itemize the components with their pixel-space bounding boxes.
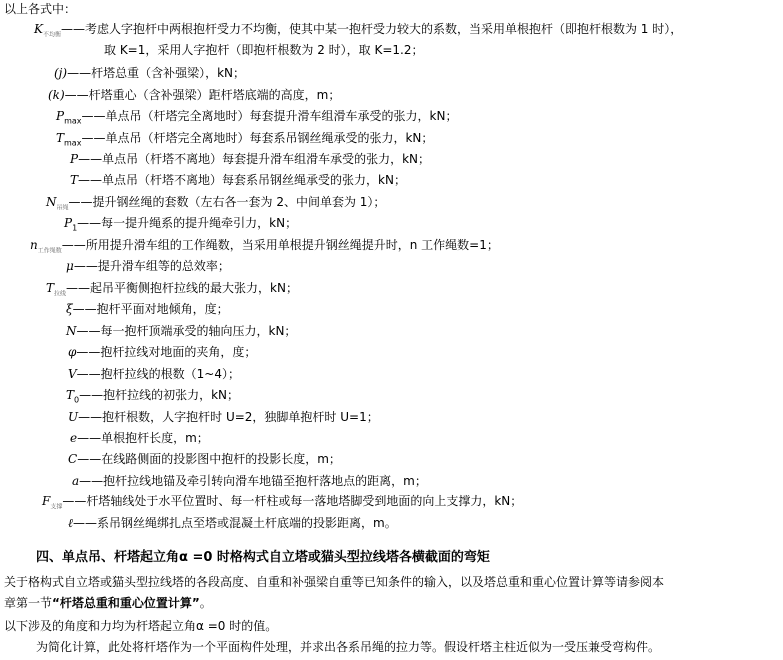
variable-symbol: P [64, 216, 73, 230]
section-heading: 四、单点吊、杆塔起立角α =0 时格构式自立塔或猫头型拉线塔各横截面的弯矩 [36, 550, 490, 565]
paragraph-line: 以下涉及的角度和力均为杆塔起立角α =0 时的值。 [4, 619, 278, 633]
variable-subscript: max [64, 116, 82, 126]
variable-symbol: φ [68, 345, 77, 359]
variable-subscript: 支撑 [50, 503, 63, 511]
definition-row [70, 150, 430, 168]
definition-row [68, 408, 379, 426]
variable-symbol: (k) [48, 88, 65, 102]
variable-subscript: 0 [74, 395, 80, 405]
definition-row [66, 386, 239, 409]
definition-row [104, 41, 423, 59]
paragraph-line: 为简化计算，此处将杆塔作为一个平面构件处理，并求出各系吊绳的拉力等。假设杆塔主柱近似为一受压兼受弯构件。 [36, 640, 661, 654]
definition-text: ——抱杆拉线的根数（1~4）； [76, 367, 240, 381]
definition-text: ——起吊平衡侧抱杆拉线的最大张力，kN； [66, 281, 298, 295]
variable-symbol: ξ [66, 302, 73, 316]
variable-subscript: 拉线 [54, 290, 67, 298]
section-reference: “杆塔总重和重心位置计算” [52, 596, 200, 610]
variable-symbol: T [66, 388, 75, 402]
definition-text: ——单根抱杆长度，m； [77, 431, 209, 445]
variable-symbol: K [34, 22, 43, 36]
variable-subscript: 工作绳数 [37, 247, 62, 255]
definition-text: ——杆塔轴线处于水平位置时、每一杆柱或每一落地塔脚受到地面的向上支撑力，kN； [62, 494, 523, 508]
variable-symbol: N [46, 195, 57, 209]
definition-text: ——杆塔总重（含补强梁），kN； [67, 66, 246, 80]
definition-text: ——抱杆拉线对地面的夹角，度； [76, 345, 257, 359]
definition-text: ——所用提升滑车组的工作绳数，当采用单根提升钢丝绳提升时，n 工作绳数=1； [61, 238, 499, 252]
definition-row [56, 107, 457, 130]
definition-text: ——提升滑车组等的总效率； [73, 259, 230, 273]
definition-row [68, 450, 341, 468]
definition-row [42, 492, 522, 516]
variable-symbol: P [70, 152, 79, 166]
variable-symbol: U [68, 410, 79, 424]
intro-text: 以上各式中： [4, 2, 77, 16]
definition-text: ——每一抱杆顶端承受的轴向压力，kN； [76, 324, 297, 338]
variable-symbol: e [70, 431, 78, 445]
definition-row [70, 429, 209, 447]
definition-row [70, 171, 406, 189]
variable-symbol: (j) [54, 66, 68, 80]
definition-row [66, 300, 229, 318]
variable-symbol: P [56, 109, 65, 123]
definition-text: ——系吊钢丝绳绑扎点至塔或混凝土杆底端的投影距离，m。 [73, 516, 397, 530]
paragraph-line: 关于格构式自立塔或猫头型拉线塔的各段高度、自重和补强梁自重等已知条件的输入，以及塔总重和重心位置计算等请参阅本 [4, 575, 665, 589]
variable-subscript: 1 [72, 223, 78, 233]
definition-text: 取 K=1，采用人字抱杆（即抱杆根数为 2 时），取 K=1.2； [104, 43, 424, 57]
definition-text: ——单点吊（杆塔不离地）每套系吊钢丝绳承受的张力，kN； [78, 173, 406, 187]
definition-text: ——抱杆拉线地锚及牵引转向滑车地锚至抱杆落地点的距离，m； [79, 474, 427, 488]
variable-symbol: T [56, 131, 65, 145]
variable-symbol: T [46, 281, 55, 295]
definition-row [68, 365, 240, 383]
definition-text: ——杆塔重心（含补强梁）距杆塔底端的高度，m； [64, 88, 341, 102]
definition-text: ——提升钢丝绳的套数（左右各一套为 2、中间单套为 1）； [68, 195, 386, 209]
definition-row [72, 472, 427, 490]
variable-symbol: n [30, 238, 38, 252]
definition-text: ——抱杆根数，人字抱杆时 U=2，独脚单抱杆时 U=1； [78, 410, 379, 424]
paragraph-line [4, 594, 212, 612]
definition-row [64, 214, 297, 237]
definition-row [48, 86, 340, 104]
definition-row [54, 64, 245, 82]
definition-text: ——单点吊（杆塔完全离地时）每套系吊钢丝绳承受的张力，kN； [81, 131, 434, 145]
definition-text: ——抱杆平面对地倾角，度； [72, 302, 229, 316]
variable-subscript: 吊绳 [56, 204, 69, 212]
definition-text: ——在线路侧面的投影图中抱杆的投影长度，m； [77, 452, 341, 466]
paragraph-text: 。 [199, 596, 212, 610]
definition-text: ——单点吊（杆塔完全离地时）每套提升滑车组滑车承受的张力，kN； [81, 109, 458, 123]
definition-text: ——每一提升绳系的提升绳牵引力，kN； [77, 216, 298, 230]
paragraph-text: 章第一节 [4, 596, 53, 610]
definition-row [68, 514, 397, 532]
variable-subscript: 不均衡 [42, 31, 61, 39]
definition-row [68, 343, 256, 361]
definition-text: ——抱杆拉线的初张力，kN； [79, 388, 240, 402]
variable-symbol: V [68, 367, 77, 381]
variable-symbol: μ [66, 259, 74, 273]
variable-symbol: T [70, 173, 79, 187]
variable-symbol: N [66, 324, 77, 338]
definition-row [66, 322, 296, 340]
definition-text: ——考虑人字抱杆中两根抱杆受力不均衡，使其中某一抱杆受力较大的系数，当采用单根抱杆（即抱杆根数为 1 时）， [60, 22, 683, 36]
definition-row [66, 257, 230, 275]
variable-symbol: ℓ [68, 516, 73, 530]
definition-text: ——单点吊（杆塔不离地）每套提升滑车组滑车承受的张力，kN； [78, 152, 431, 166]
definition-row [56, 129, 433, 152]
variable-symbol: F [42, 494, 51, 508]
variable-symbol: a [72, 474, 80, 488]
variable-subscript: max [64, 138, 82, 148]
variable-symbol: C [68, 452, 78, 466]
